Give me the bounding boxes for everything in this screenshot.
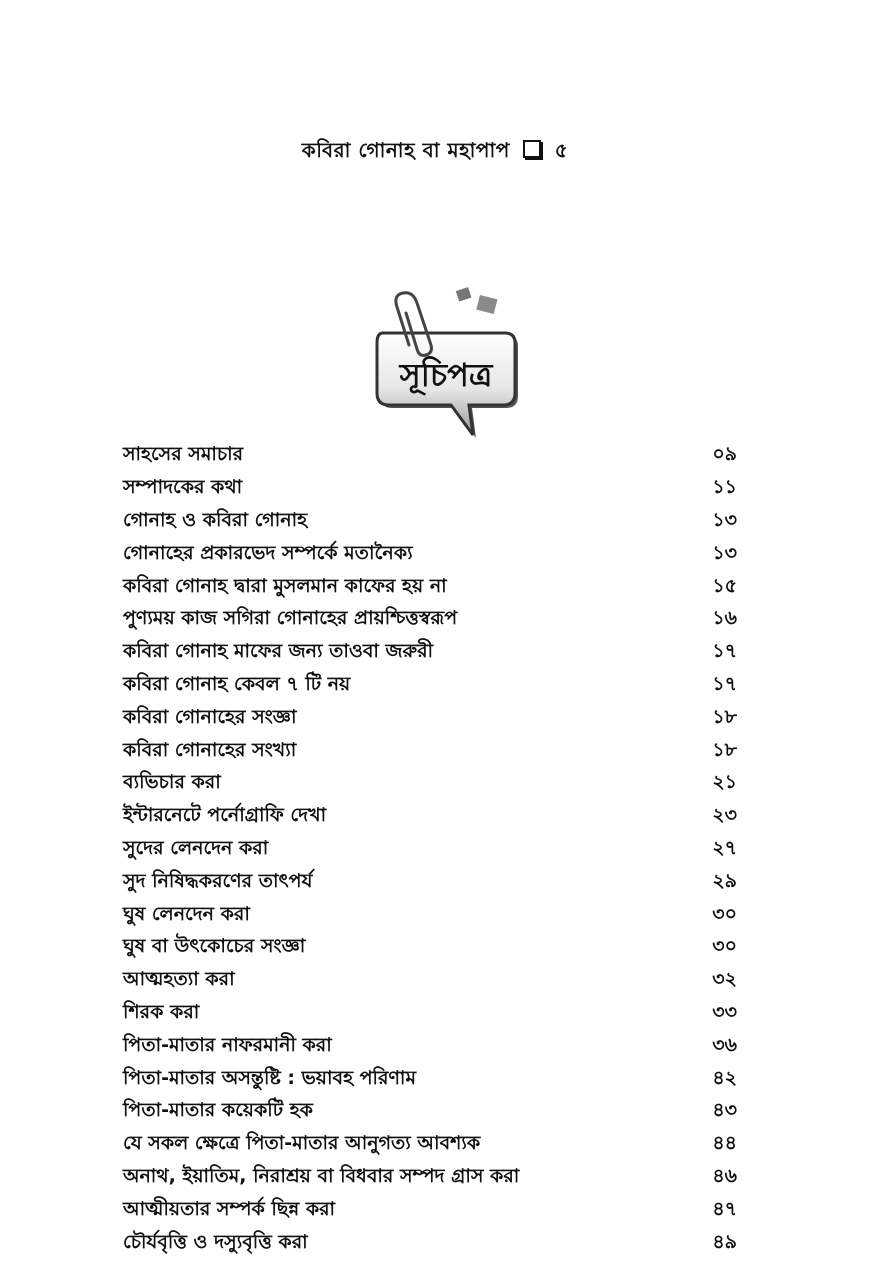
toc-entry-title: যে সকল ক্ষেত্রে পিতা-মাতার আনুগত্য আবশ্যক [123, 1132, 481, 1155]
toc-entry[interactable] [123, 702, 737, 735]
toc-entry-title: গোনাহের প্রকারভেদ সম্পর্কে মতানৈক্য [123, 541, 413, 564]
toc-entry-title: পিতা-মাতার নাফরমানী করা [123, 1033, 332, 1056]
toc-entry-title: চৌর্যবৃত্তি ও দস্যুবৃত্তি করা [123, 1230, 308, 1253]
toc-entry-page: ৪২ [712, 1066, 737, 1089]
toc-entry[interactable] [123, 965, 737, 998]
running-header [0, 136, 870, 169]
toc-entry-page: ০৯ [712, 443, 737, 466]
toc-entry-page: ৩৩ [712, 1000, 737, 1023]
toc-entry[interactable] [123, 1063, 737, 1096]
toc-entry[interactable] [123, 768, 737, 801]
contents-emblem [365, 283, 525, 443]
toc-entry-title: ঘুষ লেনদেন করা [123, 902, 250, 925]
toc-entry[interactable] [123, 604, 737, 637]
toc-entry-page: ১৭ [712, 640, 737, 663]
toc-entry[interactable] [123, 801, 737, 834]
toc-entry-title: কবিরা গোনাহের সংখ্যা [123, 738, 297, 761]
toc-entry[interactable] [123, 1227, 737, 1260]
toc-entry[interactable] [123, 932, 737, 965]
table-of-contents [123, 440, 737, 1260]
toc-entry-page: ৩০ [712, 902, 737, 925]
toc-entry-title: শিরক করা [123, 1000, 200, 1023]
toc-entry-title: সুদের লেনদেন করা [123, 836, 269, 859]
toc-entry-page: ৩০ [712, 935, 737, 958]
header-page-number: ৫ [554, 138, 569, 162]
toc-entry[interactable] [123, 1096, 737, 1129]
toc-entry[interactable] [123, 1162, 737, 1195]
toc-entry-page: ১১ [712, 476, 737, 499]
toc-entry[interactable] [123, 866, 737, 899]
toc-entry-title: সুদ নিষিদ্ধকরণের তাৎপর্য [123, 869, 313, 892]
toc-entry[interactable] [123, 571, 737, 604]
toc-entry[interactable] [123, 834, 737, 867]
toc-entry-page: ৪৭ [712, 1197, 737, 1220]
toc-entry[interactable] [123, 899, 737, 932]
toc-entry-title: পিতা-মাতার অসন্তুষ্টি : ভয়াবহ পরিণাম [123, 1066, 416, 1089]
toc-entry-title: ব্যভিচার করা [123, 771, 221, 794]
toc-entry-page: ২৩ [712, 804, 737, 827]
toc-entry-page: ১৬ [712, 607, 737, 630]
toc-entry[interactable] [123, 506, 737, 539]
toc-entry-page: ১৮ [712, 738, 737, 761]
toc-entry-page: ৪৩ [712, 1099, 737, 1122]
toc-entry-page: ৩২ [712, 968, 737, 991]
toc-entry-page: ২৯ [712, 869, 737, 892]
toc-entry-title: ঘুষ বা উৎকোচের সংজ্ঞা [123, 935, 306, 958]
toc-entry-page: ১৮ [712, 705, 737, 728]
toc-entry-title: কবিরা গোনাহ দ্বারা মুসলমান কাফের হয় না [123, 574, 447, 597]
toc-entry-page: ২৭ [712, 836, 737, 859]
toc-entry-title: পুণ্যময় কাজ সগিরা গোনাহের প্রায়শ্চিত্তস্বরূপ [123, 607, 458, 630]
toc-entry-title: সাহসের সমাচার [123, 443, 244, 466]
toc-entry-page: ২১ [712, 771, 737, 794]
toc-entry-page: ১৫ [712, 574, 737, 597]
toc-entry[interactable] [123, 637, 737, 670]
toc-entry[interactable] [123, 538, 737, 571]
toc-entry[interactable] [123, 1030, 737, 1063]
toc-entry[interactable] [123, 473, 737, 506]
checkbox-square-icon [523, 140, 541, 158]
note-icon [476, 295, 497, 314]
running-title: কবিরা গোনাহ বা মহাপাপ [301, 138, 510, 162]
toc-entry-title: অনাথ, ইয়াতিম, নিরাশ্রয় বা বিধবার সম্পদ গ্রাস করা [123, 1164, 520, 1187]
toc-entry[interactable] [123, 1129, 737, 1162]
toc-entry[interactable] [123, 998, 737, 1031]
toc-entry-page: ৪৬ [712, 1164, 737, 1187]
toc-entry-title: সম্পাদকের কথা [123, 476, 243, 499]
toc-entry-page: ১৩ [712, 508, 737, 531]
toc-entry-title: গোনাহ ও কবিরা গোনাহ [123, 508, 308, 531]
toc-entry[interactable] [123, 670, 737, 703]
toc-entry-title: পিতা-মাতার কয়েকটি হক [123, 1099, 313, 1122]
toc-entry-page: ১৭ [712, 672, 737, 695]
toc-entry[interactable] [123, 1194, 737, 1227]
toc-entry-title: আত্মহত্যা করা [123, 968, 235, 991]
toc-entry-title: কবিরা গোনাহ মাফের জন্য তাওবা জরুরী [123, 640, 434, 663]
toc-entry-page: ১৩ [712, 541, 737, 564]
toc-entry-title: কবিরা গোনাহের সংজ্ঞা [123, 705, 297, 728]
toc-entry[interactable] [123, 735, 737, 768]
toc-entry-page: ৪৪ [712, 1132, 737, 1155]
toc-entry-title: আত্মীয়তার সম্পর্ক ছিন্ন করা [123, 1197, 336, 1220]
note-icon [456, 287, 472, 301]
toc-entry-page: ৩৬ [712, 1033, 737, 1056]
toc-entry[interactable] [123, 440, 737, 473]
toc-entry-page: ৪৯ [712, 1230, 737, 1253]
toc-entry-title: কবিরা গোনাহ কেবল ৭ টি নয় [123, 672, 351, 695]
contents-title: সূচিপত্র [399, 356, 493, 394]
toc-entry-title: ইন্টারনেটে পর্নোগ্রাফি দেখা [123, 804, 327, 827]
